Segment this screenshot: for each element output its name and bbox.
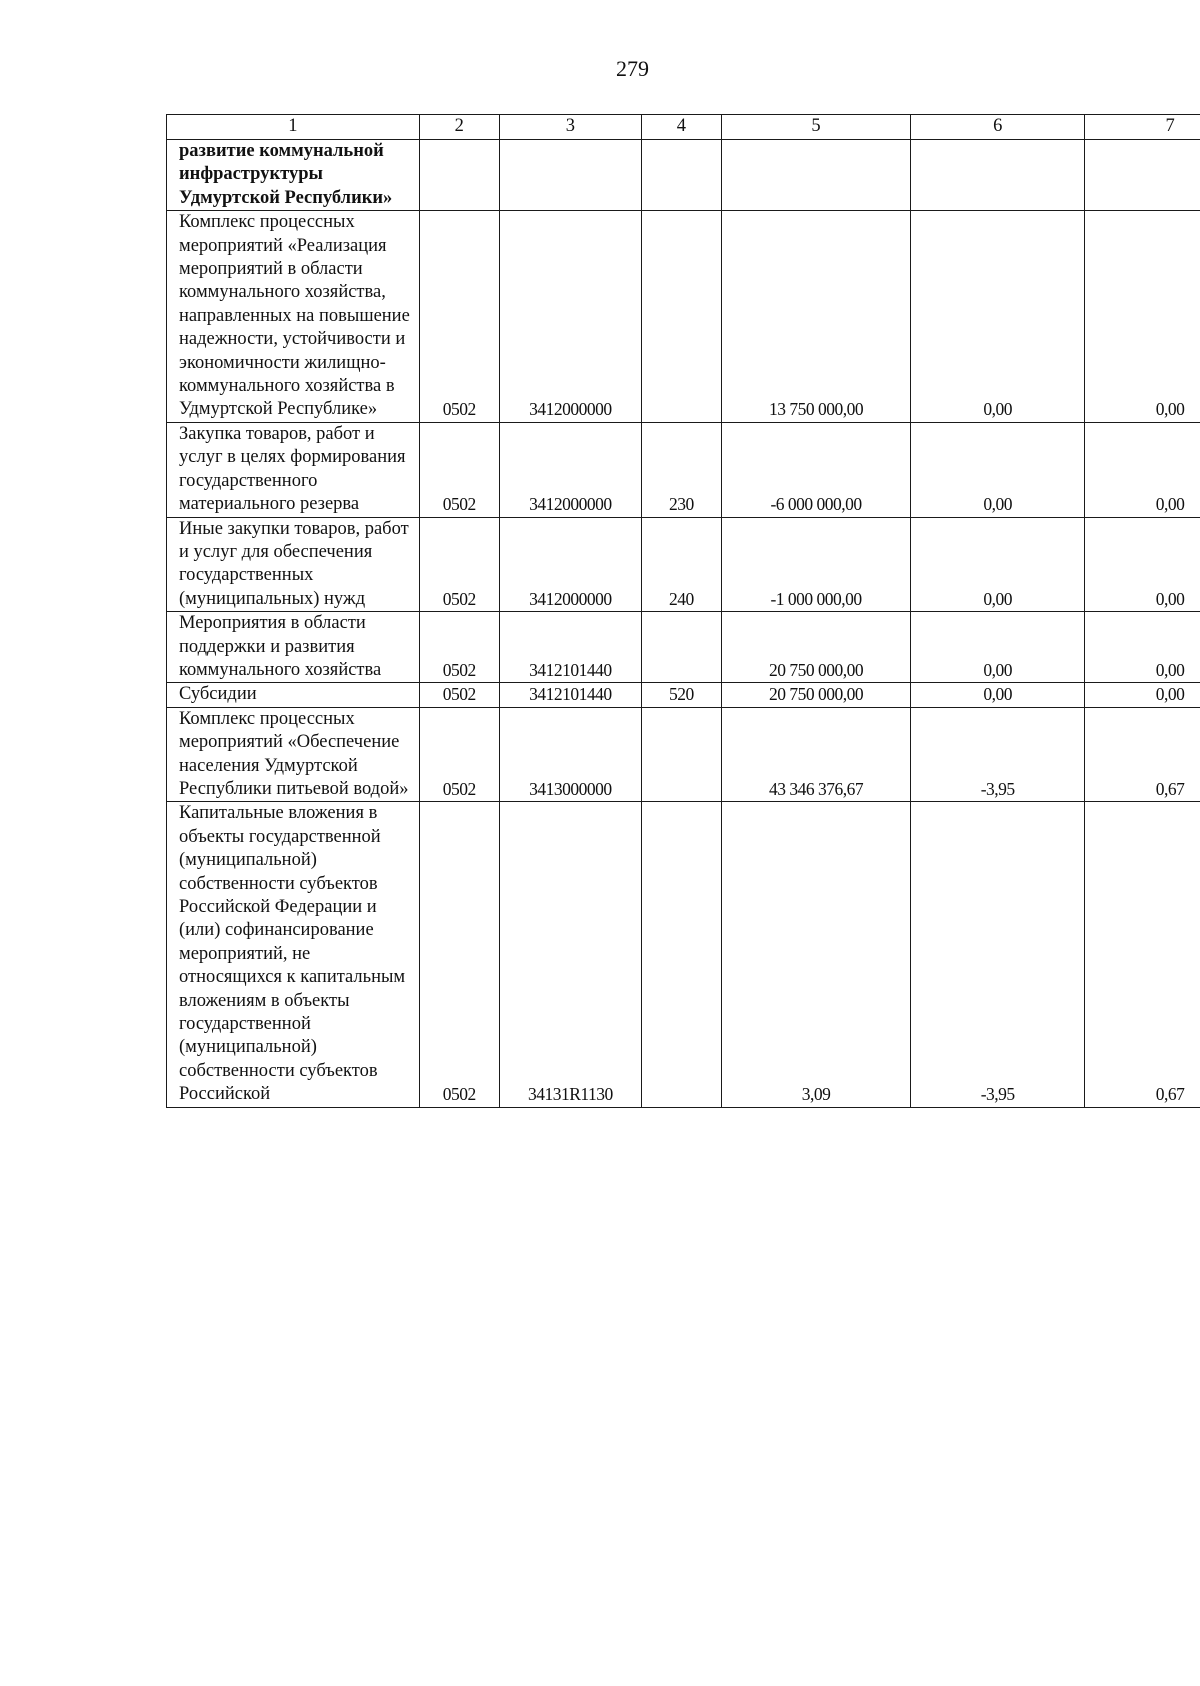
table-row: [167, 707, 1200, 802]
column-number: 5: [721, 115, 910, 140]
section-code: 0502: [419, 612, 499, 683]
amount-second-year: [1085, 140, 1200, 211]
column-number-row: [167, 115, 1200, 140]
row-name: Закупка товаров, работ и услуг в целях формирования государственного материального резерва: [167, 422, 420, 517]
table-row: [167, 802, 1200, 1107]
section-code: 0502: [419, 707, 499, 802]
amount-current-year: 20 750 000,00: [721, 683, 910, 707]
expense-type-code: [641, 802, 721, 1107]
column-number: 4: [641, 115, 721, 140]
amount-next-year: -3,95: [911, 802, 1085, 1107]
amount-current-year: 20 750 000,00: [721, 612, 910, 683]
amount-next-year: 0,00: [911, 612, 1085, 683]
expense-type-code: [641, 612, 721, 683]
section-code: [419, 140, 499, 211]
amount-current-year: -1 000 000,00: [721, 517, 910, 612]
amount-second-year: 0,67: [1085, 707, 1200, 802]
amount-current-year: -6 000 000,00: [721, 422, 910, 517]
expense-type-code: [641, 707, 721, 802]
amount-next-year: 0,00: [911, 683, 1085, 707]
table-row: [167, 211, 1200, 423]
amount-second-year: 0,00: [1085, 683, 1200, 707]
amount-current-year: 13 750 000,00: [721, 211, 910, 423]
expense-type-code: 240: [641, 517, 721, 612]
row-name: Субсидии: [167, 683, 420, 707]
table-row: [167, 683, 1200, 707]
row-name: развитие коммунальной инфраструктуры Удмуртской Республики»: [167, 140, 420, 211]
row-name: Капитальные вложения в объекты государственной (муниципальной) собственности субъектов Российской Федерации и (или) софинансирование мероприятий, не относящихся к капитальным вложениям в объекты государственной (муниципальной) собственности субъектов Российской: [167, 802, 420, 1107]
target-article-code: 3412101440: [499, 683, 641, 707]
target-article-code: 3412000000: [499, 211, 641, 423]
budget-table: [166, 114, 1200, 1108]
section-code: 0502: [419, 517, 499, 612]
expense-type-code: [641, 140, 721, 211]
column-number: 2: [419, 115, 499, 140]
amount-current-year: 3,09: [721, 802, 910, 1107]
target-article-code: 34131R1130: [499, 802, 641, 1107]
target-article-code: 3413000000: [499, 707, 641, 802]
amount-next-year: -3,95: [911, 707, 1085, 802]
column-number: 7: [1085, 115, 1200, 140]
section-code: 0502: [419, 802, 499, 1107]
expense-type-code: 230: [641, 422, 721, 517]
section-code: 0502: [419, 211, 499, 423]
section-code: 0502: [419, 683, 499, 707]
amount-second-year: 0,00: [1085, 612, 1200, 683]
column-number: 3: [499, 115, 641, 140]
target-article-code: 3412000000: [499, 517, 641, 612]
amount-next-year: 0,00: [911, 517, 1085, 612]
amount-current-year: 43 346 376,67: [721, 707, 910, 802]
amount-next-year: 0,00: [911, 211, 1085, 423]
table-row: [167, 517, 1200, 612]
amount-second-year: 0,00: [1085, 517, 1200, 612]
row-name: Иные закупки товаров, работ и услуг для обеспечения государственных (муниципальных) нужд: [167, 517, 420, 612]
section-code: 0502: [419, 422, 499, 517]
amount-next-year: [911, 140, 1085, 211]
target-article-code: 3412000000: [499, 422, 641, 517]
table-row: [167, 140, 1200, 211]
row-name: Комплекс процессных мероприятий «Обеспечение населения Удмуртской Республики питьевой водой»: [167, 707, 420, 802]
amount-current-year: [721, 140, 910, 211]
column-number: 6: [911, 115, 1085, 140]
page-number: 279: [616, 56, 649, 81]
amount-second-year: 0,00: [1085, 211, 1200, 423]
amount-second-year: 0,67: [1085, 802, 1200, 1107]
column-number: 1: [167, 115, 420, 140]
table-row: [167, 422, 1200, 517]
expense-type-code: 520: [641, 683, 721, 707]
row-name: Мероприятия в области поддержки и развития коммунального хозяйства: [167, 612, 420, 683]
row-name: Комплекс процессных мероприятий «Реализация мероприятий в области коммунального хозяйства, направленных на повышение надежности, устойчивости и экономичности жилищно-коммунального хозяйства в Удмуртской Республике»: [167, 211, 420, 423]
amount-second-year: 0,00: [1085, 422, 1200, 517]
amount-next-year: 0,00: [911, 422, 1085, 517]
table-row: [167, 612, 1200, 683]
target-article-code: [499, 140, 641, 211]
expense-type-code: [641, 211, 721, 423]
target-article-code: 3412101440: [499, 612, 641, 683]
